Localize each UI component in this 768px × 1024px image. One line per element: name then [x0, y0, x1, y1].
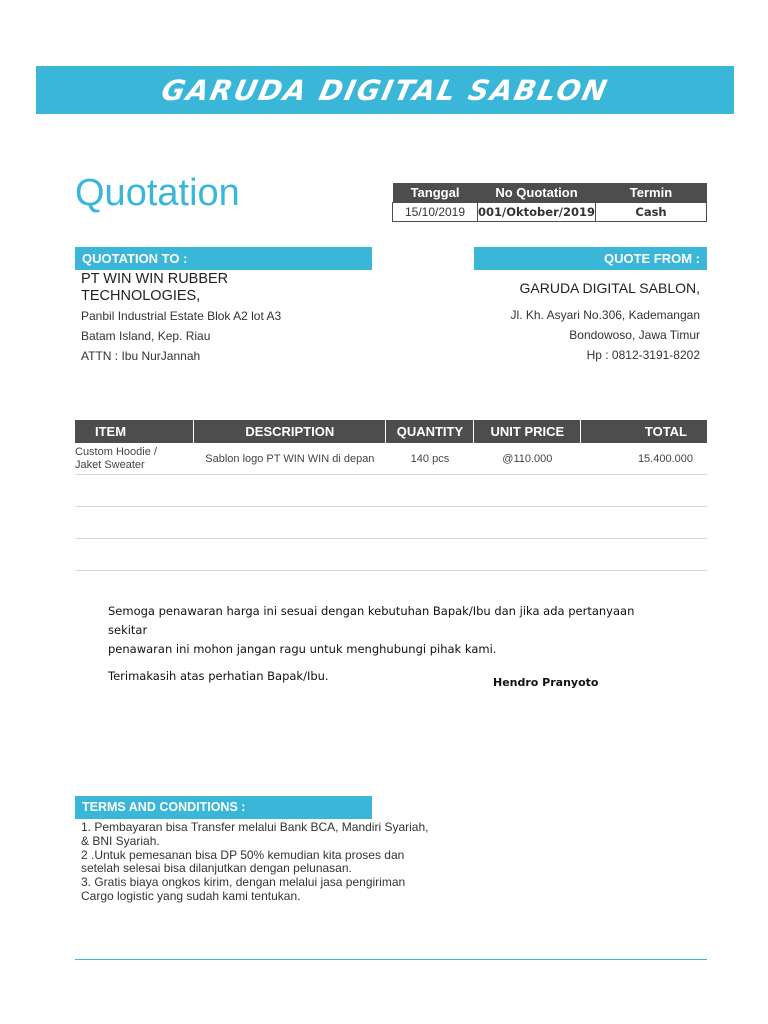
item-quantity: 140 pcs — [386, 443, 474, 475]
message-thanks: Terimakasih atas perhatian Bapak/Ibu. — [108, 669, 329, 683]
signatory-name: Hendro Pranyoto — [493, 676, 599, 689]
terms-line: Cargo logistic yang sudah kami tentukan. — [81, 888, 301, 903]
sender-block — [474, 279, 700, 365]
sender-name: GARUDA DIGITAL SABLON, — [519, 280, 700, 296]
terms-line: & BNI Syariah. — [81, 833, 160, 848]
item-name-cell — [75, 443, 194, 475]
items-header-quantity: QUANTITY — [386, 420, 474, 443]
meta-number-value: 001/Oktober/2019 — [478, 203, 596, 222]
closing-message — [108, 602, 668, 686]
terms-header: TERMS AND CONDITIONS : — [75, 796, 372, 819]
table-row-empty — [75, 507, 707, 539]
company-banner — [36, 66, 734, 114]
table-row-empty — [75, 539, 707, 571]
items-header-total: TOTAL — [581, 420, 707, 443]
footer-divider — [75, 959, 707, 960]
recipient-address-line2: Batam Island, Kep. Riau — [81, 329, 211, 343]
item-name-line1: Custom Hoodie / — [75, 445, 157, 458]
terms-line: 1. Pembayaran bisa Transfer melalui Bank BCA, Mandiri Syariah, — [81, 820, 429, 834]
terms-line: 3. Gratis biaya ongkos kirim, dengan melalui jasa pengiriman — [81, 875, 406, 890]
meta-term-value: Cash — [596, 203, 707, 222]
items-header-description: DESCRIPTION — [194, 420, 386, 443]
meta-header-number: No Quotation — [478, 183, 596, 203]
recipient-address-line1: Panbil Industrial Estate Blok A2 lot A3 — [81, 309, 282, 323]
quotation-to-header: QUOTATION TO : — [75, 247, 372, 270]
item-description: Sablon logo PT WIN WIN di depan — [194, 443, 386, 475]
company-name-logo: GARUDA DIGITAL SABLON — [158, 73, 612, 107]
recipient-name-line1: PT WIN WIN RUBBER — [81, 271, 229, 287]
terms-line: 2 .Untuk pemesanan bisa DP 50% kemudian kita proses dan — [81, 847, 405, 862]
table-row — [75, 443, 707, 475]
items-table — [75, 420, 707, 571]
items-header-item: ITEM — [75, 420, 194, 443]
meta-date-value: 15/10/2019 — [393, 203, 478, 222]
message-line2: penawaran ini mohon jangan ragu untuk menghubungi pihak kami. — [108, 642, 497, 656]
sender-address-line2: Bondowoso, Jawa Timur — [569, 328, 700, 342]
recipient-attn: ATTN : Ibu NurJannah — [81, 349, 201, 363]
item-name-line2: Jaket Sweater — [75, 458, 145, 471]
table-row-empty — [75, 475, 707, 507]
quote-from-header: QUOTE FROM : — [474, 247, 707, 270]
recipient-block — [81, 271, 371, 366]
quotation-meta-table — [392, 183, 707, 222]
meta-header-date: Tanggal — [393, 183, 478, 203]
meta-header-term: Termin — [596, 183, 707, 203]
sender-address-line1: Jl. Kh. Asyari No.306, Kademangan — [510, 308, 700, 322]
message-line1: Semoga penawaran harga ini sesuai dengan kebutuhan Bapak/Ibu dan jika ada pertanyaan sekitar — [108, 604, 635, 637]
item-unit-price: @110.000 — [474, 443, 581, 475]
terms-list — [81, 821, 471, 904]
items-header-unit-price: UNIT PRICE — [474, 420, 581, 443]
item-total: 15.400.000 — [581, 443, 707, 475]
recipient-name-line2: TECHNOLOGIES, — [81, 288, 201, 304]
document-title: Quotation — [75, 172, 240, 214]
sender-phone: Hp : 0812-3191-8202 — [586, 348, 700, 362]
terms-line: setelah selesai bisa dilanjutkan dengan pelunasan. — [81, 861, 352, 876]
